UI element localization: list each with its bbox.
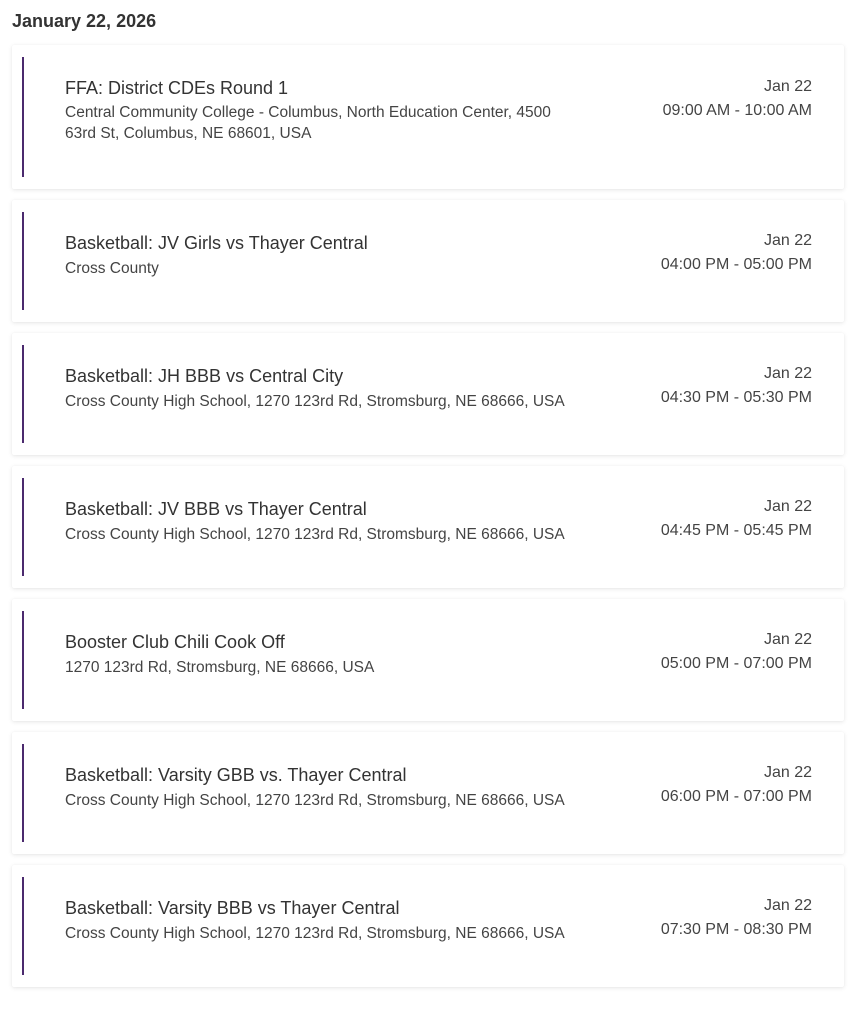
event-location: 1270 123rd Rd, Stromsburg, NE 68666, USA: [65, 659, 375, 676]
event-location: Cross County: [65, 260, 159, 277]
event-accent-bar: [22, 212, 24, 310]
event-title: Basketball: Varsity GBB vs. Thayer Central: [65, 765, 407, 785]
event-time: 06:00 PM - 07:00 PM: [660, 788, 812, 805]
event-location: Cross County High School, 1270 123rd Rd, Stromsburg, NE 68666, USA: [65, 393, 565, 410]
event-date: Jan 22: [763, 232, 812, 249]
event-time: 04:30 PM - 05:30 PM: [660, 389, 812, 406]
event-card[interactable]: [12, 599, 844, 721]
event-accent-bar: [22, 345, 24, 443]
event-card[interactable]: [12, 45, 844, 189]
event-time: 05:00 PM - 07:00 PM: [660, 655, 812, 672]
event-info: [65, 897, 585, 944]
event-when: [661, 629, 812, 675]
event-accent-bar: [22, 877, 24, 975]
event-date: Jan 22: [763, 631, 812, 648]
event-info: [65, 77, 585, 144]
event-title: FFA: District CDEs Round 1: [65, 78, 289, 98]
event-when: [661, 230, 812, 276]
event-accent-bar: [22, 744, 24, 842]
event-card[interactable]: [12, 333, 844, 455]
event-title: Basketball: JV Girls vs Thayer Central: [65, 233, 368, 253]
event-accent-bar: [22, 611, 24, 709]
event-when: [661, 363, 812, 409]
event-info: [65, 764, 585, 811]
event-accent-bar: [22, 478, 24, 576]
event-location: Cross County High School, 1270 123rd Rd, Stromsburg, NE 68666, USA: [65, 792, 565, 809]
event-title: Basketball: JV BBB vs Thayer Central: [65, 499, 367, 519]
event-location: Cross County High School, 1270 123rd Rd, Stromsburg, NE 68666, USA: [65, 526, 565, 543]
event-time: 07:30 PM - 08:30 PM: [660, 921, 812, 938]
event-card[interactable]: [12, 466, 844, 588]
event-accent-bar: [22, 57, 24, 177]
date-heading: January 22, 2026: [12, 11, 157, 31]
event-location: Central Community College - Columbus, North Education Center, 4500 63rd St, Columbus, NE 68601, USA: [65, 104, 551, 142]
event-location: Cross County High School, 1270 123rd Rd, Stromsburg, NE 68666, USA: [65, 925, 565, 942]
event-when: [661, 895, 812, 941]
event-when: [661, 762, 812, 808]
event-info: [65, 232, 585, 279]
event-list: [12, 45, 844, 998]
event-card[interactable]: [12, 732, 844, 854]
event-info: [65, 498, 585, 545]
event-date: Jan 22: [763, 365, 812, 382]
event-info: [65, 365, 585, 412]
event-when: [663, 76, 812, 122]
event-time: 04:00 PM - 05:00 PM: [660, 256, 812, 273]
event-date: Jan 22: [763, 897, 812, 914]
event-card[interactable]: [12, 200, 844, 322]
event-title: Basketball: JH BBB vs Central City: [65, 366, 344, 386]
event-title: Booster Club Chili Cook Off: [65, 632, 285, 652]
event-title: Basketball: Varsity BBB vs Thayer Central: [65, 898, 400, 918]
event-date: Jan 22: [763, 498, 812, 515]
event-time: 04:45 PM - 05:45 PM: [660, 522, 812, 539]
event-date: Jan 22: [763, 78, 812, 95]
event-when: [661, 496, 812, 542]
event-info: [65, 631, 585, 678]
event-date: Jan 22: [763, 764, 812, 781]
event-card[interactable]: [12, 865, 844, 987]
event-time: 09:00 AM - 10:00 AM: [662, 102, 812, 119]
